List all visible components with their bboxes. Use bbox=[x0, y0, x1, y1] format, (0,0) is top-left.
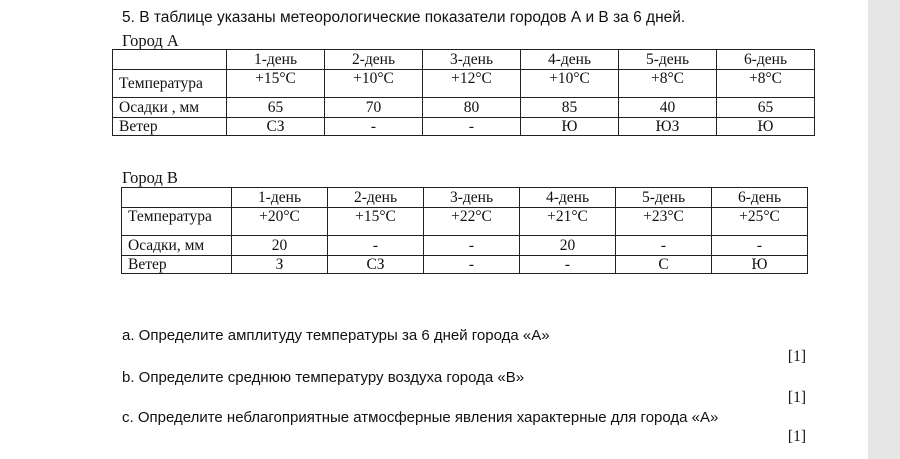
task-title: 5. В таблице указаны метеорологические показатели городов А и В за 6 дней. bbox=[122, 9, 686, 26]
table-cell: СЗ bbox=[227, 118, 325, 136]
table-cell: З bbox=[232, 256, 328, 274]
table-cell: - bbox=[712, 236, 808, 256]
row-label: Осадки, мм bbox=[122, 236, 232, 256]
table-cell: +10°C bbox=[325, 70, 423, 98]
table-row bbox=[113, 70, 815, 98]
table-cell: - bbox=[424, 236, 520, 256]
table-cell: +15°C bbox=[227, 70, 325, 98]
table-header-row bbox=[113, 50, 815, 70]
table-cell: +8°C bbox=[619, 70, 717, 98]
table-cell: +8°C bbox=[717, 70, 815, 98]
table-header-row bbox=[122, 188, 808, 208]
table-cell: +21°C bbox=[520, 208, 616, 236]
table-row bbox=[113, 98, 815, 118]
table-cell: +22°C bbox=[424, 208, 520, 236]
row-label: Ветер bbox=[113, 118, 227, 136]
row-label: Осадки , мм bbox=[113, 98, 227, 118]
table-cell: - bbox=[423, 118, 521, 136]
city-b-label: Город В bbox=[122, 168, 178, 187]
question-c: c. Определите неблагоприятные атмосферные явления характерные для города «А» bbox=[122, 409, 719, 426]
table-cell: - bbox=[424, 256, 520, 274]
header-cell: 2-день bbox=[325, 50, 423, 70]
table-cell: +10°C bbox=[521, 70, 619, 98]
header-cell: 1-день bbox=[227, 50, 325, 70]
table-cell: 20 bbox=[520, 236, 616, 256]
table-cell: 80 bbox=[423, 98, 521, 118]
question-a-mark: [1] bbox=[787, 348, 806, 365]
header-cell: 2-день bbox=[328, 188, 424, 208]
row-label: Температура bbox=[122, 208, 232, 236]
header-cell bbox=[113, 50, 227, 70]
header-cell: 6-день bbox=[712, 188, 808, 208]
table-cell: - bbox=[520, 256, 616, 274]
question-b: b. Определите среднюю температуру воздуха города «В» bbox=[122, 369, 525, 386]
table-cell: С bbox=[616, 256, 712, 274]
table-cell: - bbox=[328, 236, 424, 256]
header-cell: 1-день bbox=[232, 188, 328, 208]
table-cell: Ю bbox=[521, 118, 619, 136]
header-cell: 4-день bbox=[521, 50, 619, 70]
table-cell: 70 bbox=[325, 98, 423, 118]
header-cell bbox=[122, 188, 232, 208]
table-row bbox=[113, 118, 815, 136]
row-label: Температура bbox=[113, 70, 227, 98]
question-a: a. Определите амплитуду температуры за 6 дней города «А» bbox=[122, 327, 550, 344]
table-cell: +25°C bbox=[712, 208, 808, 236]
header-cell: 5-день bbox=[616, 188, 712, 208]
table-cell: - bbox=[325, 118, 423, 136]
header-cell: 4-день bbox=[520, 188, 616, 208]
table-cell: 85 bbox=[521, 98, 619, 118]
question-b-mark: [1] bbox=[787, 389, 806, 406]
table-cell: 65 bbox=[717, 98, 815, 118]
table-cell: +12°C bbox=[423, 70, 521, 98]
table-cell: +23°C bbox=[616, 208, 712, 236]
table-row bbox=[122, 236, 808, 256]
table-cell: +15°C bbox=[328, 208, 424, 236]
table-cell: СЗ bbox=[328, 256, 424, 274]
row-label: Ветер bbox=[122, 256, 232, 274]
table-cell: +20°C bbox=[232, 208, 328, 236]
city-a-label: Город А bbox=[122, 31, 179, 50]
header-cell: 6-день bbox=[717, 50, 815, 70]
city-b-table bbox=[121, 187, 808, 274]
table-cell: Ю bbox=[717, 118, 815, 136]
table-cell: ЮЗ bbox=[619, 118, 717, 136]
table-row bbox=[122, 256, 808, 274]
header-cell: 3-день bbox=[423, 50, 521, 70]
table-cell: 65 bbox=[227, 98, 325, 118]
table-cell: - bbox=[616, 236, 712, 256]
page-side-margin bbox=[868, 0, 900, 459]
header-cell: 5-день bbox=[619, 50, 717, 70]
table-cell: 20 bbox=[232, 236, 328, 256]
header-cell: 3-день bbox=[424, 188, 520, 208]
city-a-table bbox=[112, 49, 815, 136]
table-row bbox=[122, 208, 808, 236]
table-cell: 40 bbox=[619, 98, 717, 118]
question-c-mark: [1] bbox=[787, 428, 806, 445]
table-cell: Ю bbox=[712, 256, 808, 274]
